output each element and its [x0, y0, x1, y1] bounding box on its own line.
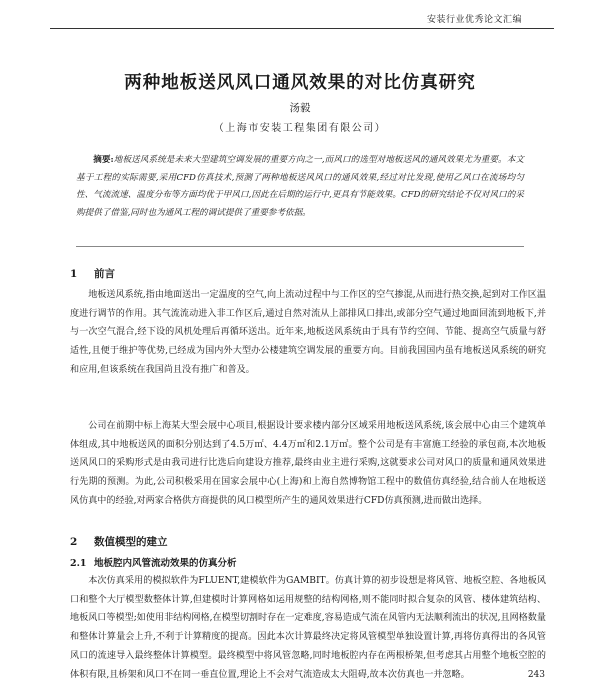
intro-paragraph-1: 地板送风系统,指由地面送出一定温度的空气,向上流动过程中与工作区的空气掺混,从而进行热交换,起到对工作区温度进行调节的作用。其气流流动进入非工作区后,通过自然对流从上部排风口排出,或部分空气通过地面回流到地板下,并与一次空气混合,经下设的风机处理后再循环送出。近年来,地板送风系统由于具有节约空间、节能、提高空气质量与舒适性,且便于维护等优势,已经成为国内外大型办公楼建筑空调发展的重要方向。目前我国国内虽有地板送风系统的研究和应用,但该系统在我国尚且没有推广和普及。 — [70, 290, 546, 375]
author-affiliation: （上海市安装工程集团有限公司） — [213, 123, 387, 134]
header-divider — [50, 28, 554, 29]
subsection-title: 地板腔内风管流动效果的仿真分析 — [94, 558, 237, 569]
subsection-number: 2.1 — [70, 558, 87, 569]
section-number: 2 — [70, 536, 78, 548]
abstract-text: 地板送风系统是未来大型建筑空调发展的重要方向之一,而风口的选型对地板送风的通风效果尤为重要。本文基于工程的实际需要,采用CFD仿真技术,预测了两种地板送风风口的通风效果,经过对比发现,使用乙风口在流场均匀性、气流流速、温度分布等方面均优于甲风口,因此在后期的运行中,更具有节能效果。CFD的研究结论不仅对风口的采购提供了借鉴,同时也为通风工程的调试提供了重要参考依据。 — [76, 155, 524, 218]
subsection-heading-duct — [70, 555, 237, 569]
running-head: 安装行业优秀论文汇编 — [426, 15, 522, 25]
duct-paragraph-1: 本次仿真采用的模拟软件为FLUENT,建模软件为GAMBIT。仿真计算的初步设想是将风管、地板空腔、各地板风口和整个大厅模型数整体计算,但建模时计算网格如运用规整的结构网格,则不能同时拟合复杂的风管、楼体建筑结构、地板风口等模型;如使用非结构网格,在模型切割时存在一定难度,容易造成气流在风管内无法顺利流出的状况,且网格数量和整体计算量会上升,不利于计算精度的提高。因此本次计算最终决定将风管模型单独设置计算,再将仿真得出的各风管风口的流速导入最终整体计算模型。最终模型中将风管忽略,同时地板腔内存在两根桥架,但考虑其占用整个地板空腔的体积有限,且桥架和风口不在同一垂直位置,理论上不会对气流造成太大阻碍,故本次仿真也一并忽略。 — [70, 576, 546, 680]
abstract-label: 摘要: — [93, 155, 114, 165]
section-title: 数值模型的建立 — [94, 536, 168, 548]
author-name: 汤毅 — [289, 102, 311, 114]
abstract — [76, 152, 524, 222]
section-heading-intro — [70, 266, 115, 281]
section-number: 1 — [70, 268, 78, 280]
intro-paragraph-2: 公司在前期中标上海某大型会展中心项目,根据设计要求楼内部分区域采用地板送风系统,该会展中心由三个建筑单体组成,其中地板送风的面积分别达到了4.5万㎡、4.4万㎡和2.1万㎡。整个公司是有丰富施工经验的承包商,本次地板送风风口的采购形式是由我司进行比选后向建设方推荐,最终由业主进行采购,这就要求公司对风口的质量和通风效果进行先期的预测。为此,公司积极采用在国家会展中心(上海)和上海自然博物馆工程中的数值仿真经验,结合前人在地板送风仿真中的经验,对两家合格供方商提供的风口模型所产生的通风效果进行CFD仿真预测,进而做出选择。 — [70, 421, 546, 506]
paper-title: 两种地板送风风口通风效果的对比仿真研究 — [124, 73, 476, 93]
abstract-divider — [76, 246, 524, 247]
section-heading-model — [70, 534, 168, 549]
page-number: 243 — [527, 670, 545, 680]
section-title: 前言 — [94, 268, 115, 280]
